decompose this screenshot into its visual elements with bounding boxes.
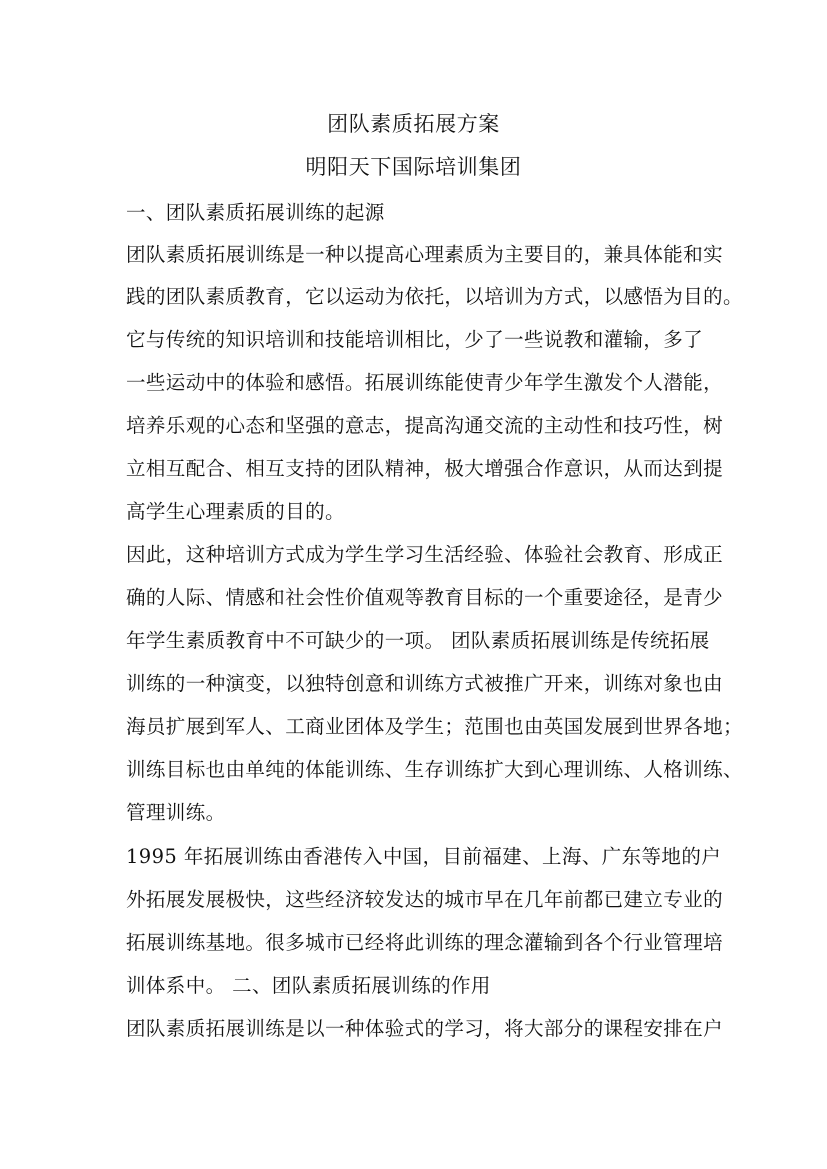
paragraph-line: 1995 年拓展训练由香港传入中国，目前福建、上海、广东等地的户 <box>126 845 722 868</box>
paragraph-line: 立相互配合、相互支持的团队精神，极大增强合作意识，从而达到提 <box>126 457 724 480</box>
paragraph-line: 管理训练。 <box>126 801 226 824</box>
paragraph-line: 海员扩展到军人、工商业团体及学生；范围也由英国发展到世界各地； <box>126 715 743 738</box>
paragraph-line: 年学生素质教育中不可缺少的一项。 团队素质拓展训练是传统拓展 <box>126 629 710 652</box>
paragraph-line: 践的团队素质教育，它以运动为依托，以培训为方式，以感悟为目的。 <box>126 285 743 308</box>
paragraph-line: 训练的一种演变，以独特创意和训练方式被推广开来，训练对象也由 <box>126 672 724 695</box>
paragraph-line: 团队素质拓展训练是以一种体验式的学习，将大部分的课程安排在户 <box>126 1017 724 1040</box>
paragraph-line: 高学生心理素质的目的。 <box>126 500 345 523</box>
paragraph-line: 因此，这种培训方式成为学生学习生活经验、体验社会教育、形成正 <box>126 543 724 566</box>
paragraph-line: 训体系中。 二、团队素质拓展训练的作用 <box>126 974 491 997</box>
paragraph-line: 培养乐观的心态和坚强的意志，提高沟通交流的主动性和技巧性，树 <box>126 414 724 437</box>
document-subtitle: 明阳天下国际培训集团 <box>305 155 522 179</box>
paragraph-line: 训练目标也由单纯的体能训练、生存训练扩大到心理训练、人格训练、 <box>126 758 743 781</box>
paragraph-line: 团队素质拓展训练是一种以提高心理素质为主要目的，兼具体能和实 <box>126 243 724 266</box>
document-title: 团队素质拓展方案 <box>327 112 500 136</box>
paragraph-line: 一些运动中的体验和感悟。拓展训练能使青少年学生激发个人潜能， <box>126 371 724 394</box>
paragraph-line: 确的人际、情感和社会性价值观等教育目标的一个重要途径，是青少 <box>126 586 724 609</box>
paragraph-line: 外拓展发展极快，这些经济较发达的城市早在几年前都已建立专业的 <box>126 888 724 911</box>
section-heading-origin: 一、团队素质拓展训练的起源 <box>126 201 385 224</box>
paragraph-line: 拓展训练基地。很多城市已经将此训练的理念灌输到各个行业管理培 <box>126 931 724 954</box>
paragraph-line: 它与传统的知识培训和技能培训相比，少了一些说教和灌输，多了 <box>126 328 704 351</box>
